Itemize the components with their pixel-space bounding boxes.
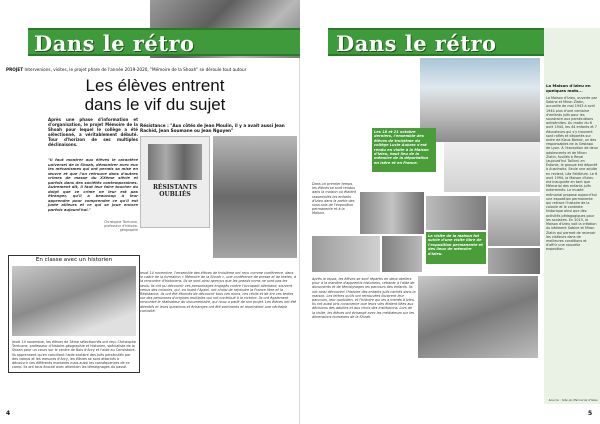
banner-title-left: Dans le rétro [34, 31, 195, 56]
sidebar-source: Source : Site du Mémorial d'Izieu [548, 398, 598, 402]
headline-line-2: dans le vif du sujet [84, 95, 226, 114]
banner-title-right: Dans le rétro [336, 31, 497, 56]
exhibition-wall-photo [444, 142, 540, 192]
group-photo [488, 248, 540, 274]
class-box-title: En classe avec un historien [35, 257, 113, 263]
book-title: RÉSISTANTS OUBLIÉS [152, 184, 198, 198]
sidebar-heading: La Maison d'Izieu en quelques mots... [546, 83, 591, 93]
visit-paragraph-1: Dans un premier temps, les élèves se sont rendus dans la maison où étaient rassemblés les enfants d'Izieu dans la partie des sous-sols de l'exposition permanente et à la Maison. [312, 182, 357, 216]
classroom-caption: Jeudi 14 novembre, les élèves de 3ème sélectionnés ont reçu Christophe Tarricone, professeur d'histoire-géographie et historien, spécialiste de la Shoah pour un cours sur le centre de Bois d'Arcy et l'aide au Consistoire. Ils apprennent qu'en conciliant l'aide scolaire des Juifs persécutés par des camps et les mesures d'Arcy, les élèves se sont attachés à découvrir ces différents moments mais aussi les conséquences de ce camp. Ils ont tous écouté avec attention les témoignages du passé. [12, 340, 136, 370]
quote-author: Christophe Tarricone, professeur d'histoire-géographie [104, 220, 138, 232]
headline-line-1: Les élèves entrent [85, 76, 225, 95]
sidebar-text: La Maison d'Izieu, ouverte par Sabine et Miron Zlatin, accueille de mai 1943 à avril 1944 plus d'une centaine d'enfants juifs pour les soustraire aux persécutions antisémites. Au matin du 6 avril 1944, les 44 enfants et 7 éducateurs qui s'y trouvent sont raflés et déportés sur ordre de Klaus Barbie, un des responsables de la Gestapo de Lyon. À l'exception de deux adolescents et de Miron Zlatin, fusillés à Reval (aujourd'hui Tallinn) en Estonie, le groupe est déporté à Auschwitz. Seule une adulte en revient, Léa Feldblum. Le 6 avril 1994, la Maison d'Izieu est inaugurée en tant que Mémorial des enfants juifs exterminés. Le musée mémorial propose aujourd'hui une exposition permanente qui retrace l'histoire de la colonie et le contexte historique ainsi que des activités pédagogiques pour les scolaires. En 2015, la Maison d'Izieu voit la création du bâtiment Sabine et Miron Zlatin qui permet de recevoir les visiteurs dans de meilleures conditions et d'offrir une nouvelle exposition. [546, 96, 598, 252]
resistance-article: Jeudi 14 novembre, l'ensemble des élèves de troisième ont reçu comme conférence, dans le cadre de la formation « Mémoire de la Shoah », une conférence de presse et de textes, à la rencontre d'historiens. Ils se sont ainsi aperçus que les grands noms ne sont pas les seuls. Ils ont pu découvrir ces personnages engagés contre l'occupant allemand, souvent venus des colonies, qui, en lisant l'Appel, ont choisi de rejoindre la France libre et la Résistance. Ils ont été étonnés de découvrir tous ces noms, ces récits et de lire ces textes sur des personnes d'origines multiples qui ont contribué à la victoire. Ils ont également rencontré le réalisateur du documentaire, qui nous a parlé de son projet. Les élèves ont été attentifs et leurs questions et échanges ont été pertinents et montraient une véritable curiosité. [140, 271, 297, 313]
students-photo [213, 136, 297, 258]
workshop-room-photo [418, 276, 538, 358]
project-text: Intervenions, visites, le projet phare de l'année 2019-2020, "Mémoire de la Shoah" se déroule tout autour [24, 67, 247, 72]
poster-photo [488, 196, 540, 246]
book-cover-figures [148, 144, 202, 180]
visit-intro-box [372, 128, 436, 172]
headline [40, 76, 270, 114]
page-number-left: 4 [6, 410, 11, 417]
visit-intro-text: Les 18 et 21 octobre derniers, l'ensemble des élèves de troisième du collège Lucie Aubrac s'est rendu en visite à la Maison d'Izieu, haut lieu de la mémoire de la déportation en Isère et en France. [374, 130, 429, 165]
banner-left [28, 28, 300, 56]
page-spine [299, 0, 300, 424]
books-photo [360, 192, 424, 234]
classroom-photo [12, 266, 136, 336]
visit-paragraph-2: Après le repas, les élèves se sont répartis en deux ateliers pour à la manière d'apprentis historiens, retracer à l'aide de documents et de témoignages les parcours des enfants. Ils ont ainsi découvert l'histoire des enfants juifs cachés dans la maison. Les lettres qu'ils ont retrouvées illustrent leur parcours, leur quotidien, et l'histoire qui les a menés à Izieu. Ils ont aussi pris conscience que leurs vies étaient liées aux décisions des adultes et aux choix des institutions. Lors de la visite, les élèves ont échangé avec les médiateurs sur les dimensions humaines de la Shoah. [312, 277, 416, 319]
visit-box-2 [426, 232, 486, 264]
intro-paragraph: Après une phase d'information et d'organisation, le projet Mémoire de la Shoah pour lequel le collège a été sélectionné, a véritablement débuté. Tour d'horizon de ses multiples déclinaisons. [48, 117, 138, 147]
izieu-house-photo [420, 58, 540, 142]
resistance-heading: Résistance : "Aux côtés de Jean Moulin, il y a avait aussi Jean Rachid, Jean Soumane ou Jean Nguyen" [140, 123, 285, 133]
page-number-right: 5 [588, 410, 593, 417]
visit-photo [426, 196, 486, 230]
workshop-photo-2 [382, 236, 422, 272]
teacher-quote: "Il faut montrer aux élèves le caractère universel de la Shoah, démontrer avec eux les mécanismes qui ont permis sa mise en œuvre et que l'on retrouve dans d'autres crimes de masse du XXème siècle et parfois dans des sociétés contemporaines. Autrement dit, il faut leur faire toucher du doigt que ce crime ne leur est pas étranger, qu'il a beaucoup à leur apprendre pour comprendre ce qu'il est juste ailleurs et ce qui se joue encore parfois aujourd'hui." [48, 158, 138, 212]
visit-box-2-text: La visite de la maison fut suivie d'une visite libre de l'exposition permanente et des lieux de mémoire d'Izieu. [428, 234, 483, 256]
project-line [6, 67, 296, 72]
project-label: PROJET [6, 67, 24, 72]
workshop-photo-1 [312, 236, 380, 272]
